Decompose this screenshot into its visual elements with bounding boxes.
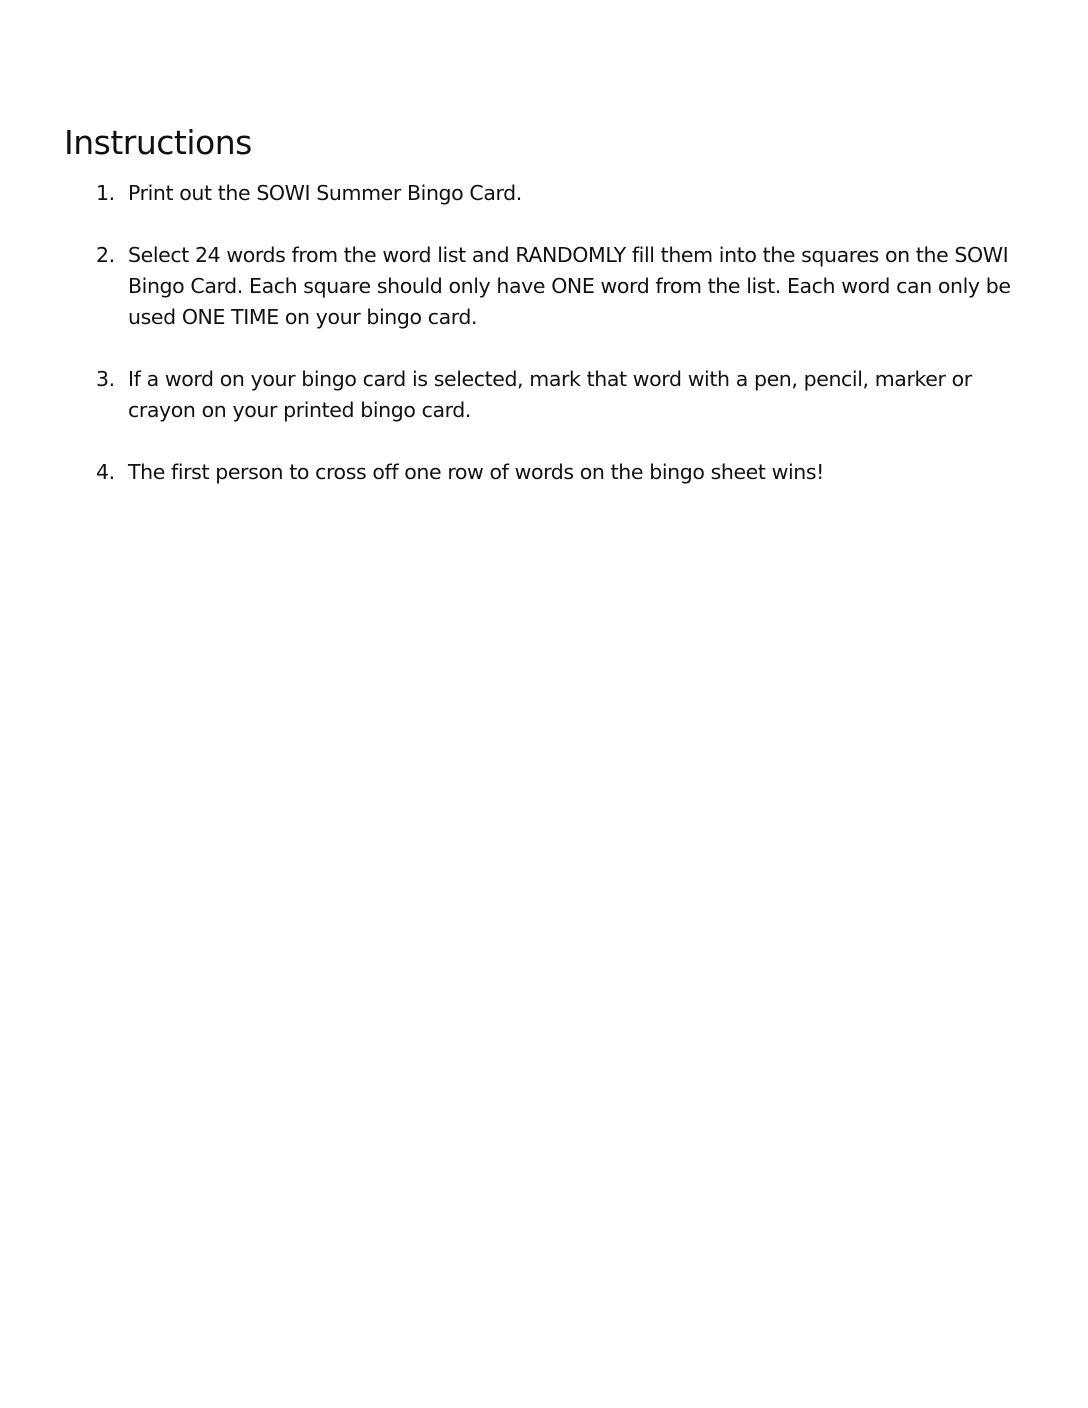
- list-item: [96, 457, 1036, 488]
- list-item-text: The first person to cross off one row of words on the bingo sheet wins!: [128, 460, 824, 484]
- list-item-text: If a word on your bingo card is selected, mark that word with a pen, pencil, marker or crayon on your printed bingo card.: [128, 367, 972, 422]
- list-item-text: Print out the SOWI Summer Bingo Card.: [128, 181, 522, 205]
- list-item-text: Select 24 words from the word list and RANDOMLY fill them into the squares on the SOWI Bingo Card. Each square should only have ONE word from the list. Each word can only be used ONE TIME on your bingo card.: [128, 243, 1011, 329]
- list-item: [96, 178, 1036, 209]
- list-item: [96, 240, 1036, 333]
- list-item-number: 1.: [96, 181, 115, 205]
- list-item: [96, 364, 1036, 426]
- list-item-number: 4.: [96, 460, 115, 484]
- list-item-number: 3.: [96, 367, 115, 391]
- instructions-list: [96, 178, 1036, 519]
- page-title: Instructions: [64, 123, 252, 162]
- list-item-number: 2.: [96, 243, 115, 267]
